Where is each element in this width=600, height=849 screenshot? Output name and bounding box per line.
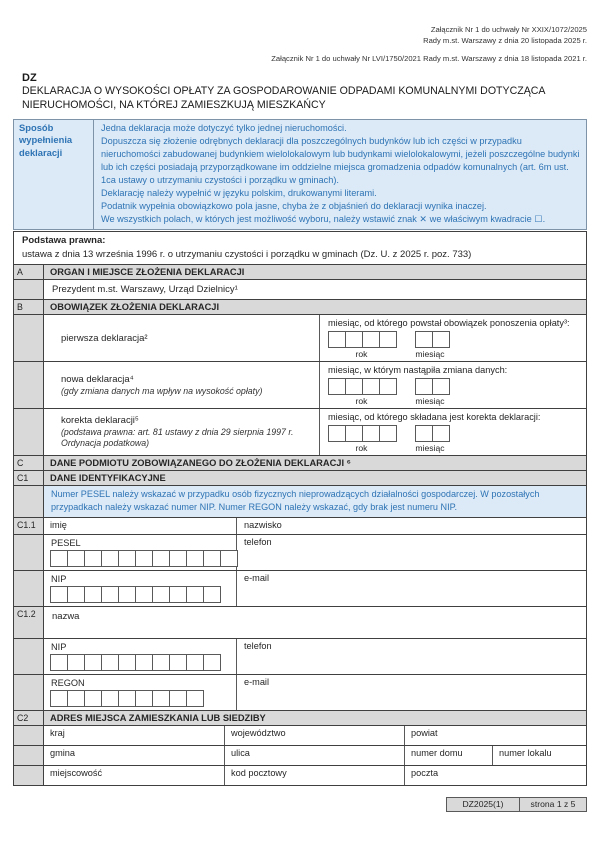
street-field[interactable]: [225, 746, 405, 765]
form-title: DEKLARACJA O WYSOKOŚCI OPŁATY ZA GOSPODAROWANIE ODPADAMI KOMUNALNYMI DOTYCZĄCA NIERUCHOMOŚCI, NA KTÓREJ ZAMIESZKUJĄ MIESZKAŃCY: [22, 84, 545, 111]
month-label: miesiąc: [415, 396, 445, 407]
c12-nip-phone-row: [14, 638, 586, 674]
section-b-spacer-cell: [14, 362, 44, 408]
digit-box[interactable]: [415, 331, 433, 348]
city-label: miejscowość: [50, 767, 103, 778]
digit-box[interactable]: [362, 331, 380, 348]
c2-spacer-cell: [14, 766, 44, 785]
digit-box[interactable]: [68, 551, 85, 566]
company-name-field[interactable]: [44, 607, 586, 638]
section-c2-title: ADRES MIEJSCA ZAMIESZKANIA LUB SIEDZIBY: [44, 711, 586, 725]
digit-box[interactable]: [170, 551, 187, 566]
pesel-field[interactable]: [44, 535, 237, 570]
nip-field[interactable]: [44, 571, 237, 606]
instructions-text: [94, 120, 586, 230]
instruction-line: Podatnik wypełnia obowiązkowo pola jasne, chyba że z objaśnień do deklaracji wynika inaczej.: [101, 201, 487, 212]
digit-box[interactable]: [362, 425, 380, 442]
company-nip-label: NIP: [51, 641, 67, 652]
nip-label: NIP: [51, 573, 67, 584]
digit-box[interactable]: [432, 378, 450, 395]
email-label: e-mail: [244, 572, 270, 583]
instructions-box: [13, 119, 587, 231]
instruction-line: Dopuszcza się złożenie odrębnych deklaracji dla poszczególnych budynków lub ich części w przypadku nieruchomości zabudowanej budynkiem wielolokalowym lub budynkami wielolokalowymi, jeżeli poszczególne budynki lub ich części posiadają przyporządkowane im oddzielne miejsca gromadzenia odpadów komunalnych (art. 6m ust. 1ca ustawy o utrzymaniu czystości i porządku w gminach).: [101, 135, 580, 185]
c11-nip-email-row: [14, 570, 586, 606]
month-input-boxes: [415, 331, 450, 348]
street-label: ulica: [231, 747, 250, 758]
new-declaration-option[interactable]: [44, 362, 320, 408]
post-office-field[interactable]: [405, 766, 586, 785]
section-c1-header: [14, 470, 586, 485]
section-a-header: [14, 264, 586, 279]
digit-box[interactable]: [85, 551, 102, 566]
address-row-3: [14, 765, 586, 785]
digit-box[interactable]: [85, 587, 102, 602]
box-gap: [397, 331, 415, 348]
digit-box[interactable]: [221, 551, 237, 566]
company-nip-field[interactable]: [44, 639, 237, 674]
digit-box[interactable]: [102, 655, 119, 670]
phone-field[interactable]: [237, 535, 586, 570]
year-label: rok: [355, 396, 368, 407]
c11-id: C1.1: [14, 518, 44, 534]
label-gap: [395, 443, 413, 453]
attachment-note-1-line2: Rady m.st. Warszawy z dnia 20 listopada 2025 r.: [423, 36, 587, 46]
post-office-label: poczta: [411, 767, 439, 778]
postal-code-field[interactable]: [225, 766, 405, 785]
regon-input-boxes: [50, 690, 204, 707]
form-version-box: DZ2025(1): [446, 797, 520, 812]
regon-label: REGON: [51, 677, 85, 688]
first-declaration-label: pierwsza deklaracja²: [61, 332, 148, 344]
form-table: [13, 231, 587, 785]
instruction-line: We wszystkich polach, w których jest możliwość wyboru, należy wstawić znak ✕ we właściwym kwadracie ☐.: [101, 214, 546, 225]
digit-box[interactable]: [328, 378, 346, 395]
section-b-title: OBOWIĄZEK ZŁOŻENIA DEKLARACJI: [44, 300, 586, 314]
digit-box[interactable]: [379, 425, 397, 442]
digit-box[interactable]: [379, 331, 397, 348]
section-c-id: C: [14, 456, 44, 470]
digit-box[interactable]: [187, 587, 204, 602]
country-label: kraj: [50, 727, 65, 738]
apartment-number-label: numer lokalu: [499, 747, 552, 758]
digit-box[interactable]: [51, 655, 68, 670]
section-c2-header: [14, 710, 586, 725]
digit-box[interactable]: [204, 551, 221, 566]
company-nip-input-boxes: [50, 654, 221, 671]
correction-declaration-option[interactable]: [44, 409, 320, 455]
section-c1-id: C1: [14, 471, 44, 485]
digit-box[interactable]: [119, 655, 136, 670]
month-input-boxes: [415, 378, 450, 395]
page-number-box: strona 1 z 5: [519, 797, 587, 812]
instructions-label: Sposób wypełnienia deklaracji: [14, 120, 94, 230]
box-gap: [397, 378, 415, 395]
digit-box[interactable]: [68, 587, 85, 602]
digit-box[interactable]: [415, 378, 433, 395]
c2-spacer-cell: [14, 746, 44, 765]
first-declaration-date-label: miesiąc, od którego powstał obowiązek ponoszenia opłaty³:: [328, 318, 570, 329]
correction-declaration-label: korekta deklaracji⁵: [61, 415, 139, 427]
digit-box[interactable]: [85, 655, 102, 670]
year-input-boxes: [328, 331, 397, 348]
year-input-boxes: [328, 378, 397, 395]
digit-box[interactable]: [187, 691, 203, 706]
c11-pesel-phone-row: [14, 534, 586, 570]
address-row-2: [14, 745, 586, 765]
first-declaration-date-area: [320, 315, 586, 361]
section-c2-id: C2: [14, 711, 44, 725]
legal-basis-text: ustawa z dnia 13 września 1996 r. o utrzymaniu czystości i porządku w gminach (Dz. U. z 2025 r. poz. 733): [22, 248, 472, 260]
house-number-label: numer domu: [411, 747, 463, 758]
new-declaration-date-area: [320, 362, 586, 408]
c12-regon-email-row: [14, 674, 586, 710]
county-field[interactable]: [405, 726, 586, 745]
company-name-label: nazwa: [52, 610, 80, 622]
company-email-field[interactable]: [237, 675, 586, 710]
new-declaration-row[interactable]: [14, 361, 586, 408]
date-box-labels: [328, 349, 578, 359]
new-declaration-date-label: miesiąc, w którym nastąpiła zmiana danych:: [328, 365, 508, 376]
c12-name-row: [14, 606, 586, 638]
legal-basis-label: Podstawa prawna:: [22, 235, 106, 247]
first-declaration-row[interactable]: [14, 314, 586, 361]
first-name-label: imię: [50, 519, 67, 530]
digit-box[interactable]: [119, 691, 136, 706]
c12-spacer-cell: [14, 675, 44, 710]
company-email-label: e-mail: [244, 676, 270, 687]
box-gap: [397, 425, 415, 442]
voivodeship-field[interactable]: [225, 726, 405, 745]
section-b-id: B: [14, 300, 44, 314]
email-field[interactable]: [237, 571, 586, 606]
house-number-field[interactable]: [405, 746, 493, 765]
country-field[interactable]: [44, 726, 225, 745]
digit-box[interactable]: [68, 691, 85, 706]
digit-box[interactable]: [102, 551, 119, 566]
section-b-spacer-cell: [14, 315, 44, 361]
page-footer: [0, 797, 587, 812]
form-code: DZ: [22, 71, 37, 84]
digit-box[interactable]: [345, 425, 363, 442]
label-gap: [395, 349, 413, 359]
c2-spacer-cell: [14, 726, 44, 745]
correction-declaration-date-label: miesiąc, od którego składana jest korekta deklaracji:: [328, 412, 541, 423]
year-label: rok: [355, 443, 368, 454]
apartment-number-field[interactable]: [493, 746, 586, 765]
new-declaration-label: nowa deklaracja⁴: [61, 373, 134, 385]
postal-code-label: kod pocztowy: [231, 767, 287, 778]
regon-field[interactable]: [44, 675, 237, 710]
pesel-input-boxes: [50, 550, 238, 567]
digit-box[interactable]: [153, 587, 170, 602]
month-label: miesiąc: [415, 443, 445, 454]
year-label: rok: [355, 349, 368, 360]
digit-box[interactable]: [119, 587, 136, 602]
label-gap: [395, 396, 413, 406]
digit-box[interactable]: [362, 378, 380, 395]
correction-declaration-note: (podstawa prawna: art. 81 ustawy z dnia 29 sierpnia 1997 r. Ordynacja podatkowa): [61, 427, 294, 449]
digit-box[interactable]: [204, 655, 220, 670]
voivodeship-label: województwo: [231, 727, 286, 738]
nip-input-boxes: [50, 586, 221, 603]
digit-box[interactable]: [153, 655, 170, 670]
c12-id: C1.2: [14, 607, 44, 638]
digit-box[interactable]: [136, 691, 153, 706]
first-declaration-option[interactable]: [44, 315, 320, 361]
attachment-note-1-line1: Załącznik Nr 1 do uchwały Nr XXIX/1072/2025: [430, 25, 587, 34]
section-c-title: DANE PODMIOTU ZOBOWIĄZANEGO DO ZŁOŻENIA DEKLARACJI ⁶: [44, 456, 586, 470]
digit-box[interactable]: [328, 331, 346, 348]
digit-box[interactable]: [68, 655, 85, 670]
last-name-field[interactable]: [237, 518, 586, 534]
attachment-note-1: [0, 24, 587, 47]
new-declaration-note: (gdy zmiana danych ma wpływ na wysokość opłaty): [61, 385, 263, 396]
pesel-nip-note: Numer PESEL należy wskazać w przypadku osób fizycznych nieprowadzących działalności gospodarczej. W pozostałych przypadkach należy wskazać numer NIP. Numer REGON należy wskazać, gdy brak jest numeru NIP.: [44, 486, 586, 516]
last-name-label: nazwisko: [244, 519, 282, 530]
section-c-header: [14, 455, 586, 470]
address-row-1: [14, 725, 586, 745]
digit-box[interactable]: [328, 425, 346, 442]
first-declaration-date-boxes: [328, 331, 578, 348]
digit-box[interactable]: [204, 587, 220, 602]
pesel-label: PESEL: [51, 537, 81, 548]
date-box-labels: [328, 396, 578, 406]
digit-box[interactable]: [51, 691, 68, 706]
c11-name-row: [14, 517, 586, 534]
section-a-title: ORGAN I MIEJSCE ZŁOŻENIA DEKLARACJI: [44, 265, 586, 279]
digit-box[interactable]: [379, 378, 397, 395]
section-b-spacer-cell: [14, 409, 44, 455]
digit-box[interactable]: [153, 691, 170, 706]
month-label: miesiąc: [415, 349, 445, 360]
correction-declaration-row[interactable]: [14, 408, 586, 455]
digit-box[interactable]: [153, 551, 170, 566]
section-a-value-row: [14, 279, 586, 299]
digit-box[interactable]: [51, 551, 68, 566]
digit-box[interactable]: [85, 691, 102, 706]
c12-spacer-cell: [14, 639, 44, 674]
correction-declaration-date-area: [320, 409, 586, 455]
section-a-id: A: [14, 265, 44, 279]
digit-box[interactable]: [170, 587, 187, 602]
digit-box[interactable]: [345, 331, 363, 348]
digit-box[interactable]: [345, 378, 363, 395]
digit-box[interactable]: [432, 331, 450, 348]
digit-box[interactable]: [187, 655, 204, 670]
digit-box[interactable]: [102, 691, 119, 706]
company-phone-field[interactable]: [237, 639, 586, 674]
commune-label: gmina: [50, 747, 76, 758]
new-declaration-date-boxes: [328, 378, 578, 395]
phone-label: telefon: [244, 536, 272, 547]
commune-field[interactable]: [44, 746, 225, 765]
year-input-boxes: [328, 425, 397, 442]
section-b-header: [14, 299, 586, 314]
date-box-labels: [328, 443, 578, 453]
section-a-spacer-cell: [14, 280, 44, 299]
digit-box[interactable]: [119, 551, 136, 566]
digit-box[interactable]: [136, 655, 153, 670]
correction-declaration-date-boxes: [328, 425, 578, 442]
digit-box[interactable]: [136, 551, 153, 566]
digit-box[interactable]: [136, 587, 153, 602]
month-input-boxes: [415, 425, 450, 442]
company-phone-label: telefon: [244, 640, 272, 651]
first-name-field[interactable]: [44, 518, 237, 534]
attachment-note-2: Załącznik Nr 1 do uchwały Nr LVI/1750/2021 Rady m.st. Warszawy z dnia 18 listopada 2021 r.: [271, 53, 587, 63]
digit-box[interactable]: [415, 425, 433, 442]
c11-spacer-cell: [14, 571, 44, 606]
county-label: powiat: [411, 727, 438, 738]
digit-box[interactable]: [432, 425, 450, 442]
section-c1-spacer-cell: [14, 486, 44, 516]
section-c1-note-row: [14, 485, 586, 516]
section-c1-title: DANE IDENTYFIKACYJNE: [44, 471, 586, 485]
c11-spacer-cell: [14, 535, 44, 570]
instruction-line: Jedna deklaracja może dotyczyć tylko jednej nieruchomości.: [101, 122, 347, 133]
digit-box[interactable]: [170, 655, 187, 670]
digit-box[interactable]: [51, 587, 68, 602]
digit-box[interactable]: [187, 551, 204, 566]
digit-box[interactable]: [102, 587, 119, 602]
instruction-line: Deklarację należy wypełnić w języku polskim, drukowanymi literami.: [101, 188, 377, 199]
city-field[interactable]: [44, 766, 225, 785]
legal-basis-row: [14, 232, 586, 264]
digit-box[interactable]: [170, 691, 187, 706]
declaration-office-value: Prezydent m.st. Warszawy, Urząd Dzielnicy¹: [52, 284, 238, 296]
